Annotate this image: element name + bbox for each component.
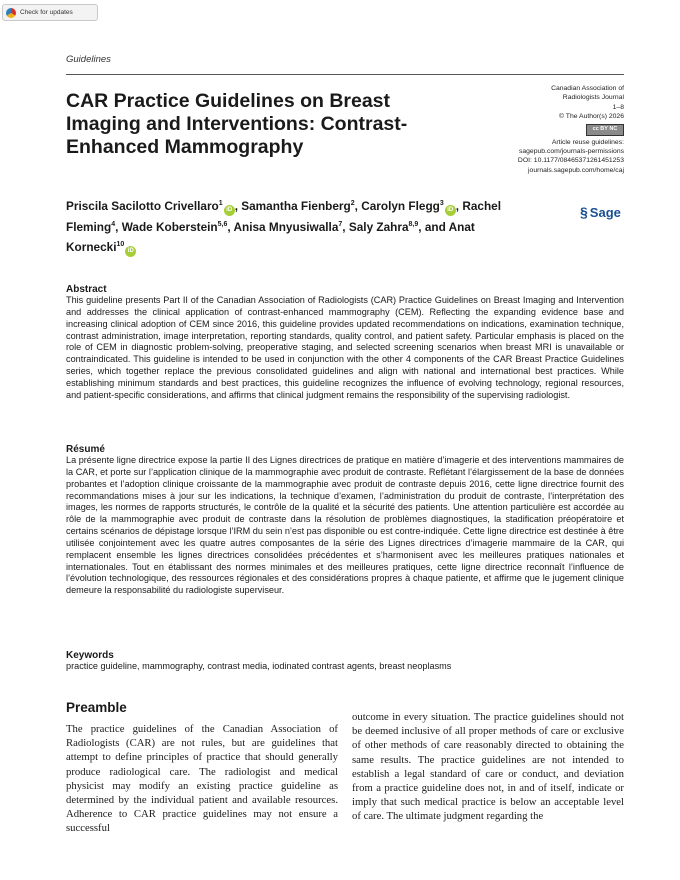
creative-commons-license-icon[interactable]: cc BY NC — [586, 124, 624, 136]
author-affiliation: 2 — [350, 200, 355, 207]
section-label: Guidelines — [66, 54, 111, 65]
author-separator: , — [455, 198, 463, 213]
author-name: Carolyn Flegg — [361, 198, 440, 213]
check-for-updates-badge[interactable] — [2, 4, 98, 21]
crossmark-icon — [6, 8, 16, 18]
author-affiliation: 4 — [111, 220, 116, 228]
header-rule — [66, 74, 624, 75]
page-range: 1–8 — [612, 103, 624, 111]
author-affiliation: 8,9 — [408, 220, 419, 228]
preamble-heading: Preamble — [66, 700, 127, 715]
resume-section — [66, 444, 624, 597]
abstract-section — [66, 284, 624, 402]
journal-name-line2: Radiologists Journal — [562, 94, 624, 102]
orcid-icon[interactable]: iD — [224, 205, 235, 216]
reuse-link[interactable]: sagepub.com/journals-permissions — [518, 148, 624, 156]
publisher-name: Sage — [589, 204, 621, 220]
orcid-icon[interactable]: iD — [125, 246, 136, 257]
doi[interactable]: DOI: 10.1177/08465371261451253 — [517, 157, 624, 165]
preamble-right-column: outcome in every situation. The practice guidelines should not be deemed inclusive of all proper methods of care or exclusive of other methods of care reasonably directed to obtaining the same results. The practice guidelines are not intended to establish a legal standard of care or conduct, and deviation from a practice guideline does not, in and of itself, indicate or imply that such medical practice is below an acceptable level of care. The ultimate judgment regarding the — [352, 711, 624, 823]
author-affiliation: 3 — [439, 200, 444, 207]
author-name: Wade Koberstein — [121, 219, 218, 234]
resume-text: La présente ligne directrice expose la partie II des Lignes directrices de pratique en matière d’imagerie et des interventions mammaires de la CAR, et porte sur l’application clinique de la mammographie avec produit de contraste. Reflétant l’élargissement de la base de données probantes et l’adoption clinique croissante de la mammographie avec produit de contraste depuis 2016, cette ligne directrice fournit des recommandations mises à jour sur les indications, la technique d’examen, l’administration du produit de contraste, l’interprétation des images, les normes de rapports structurés, le contrôle de la qualité et la sécurité des patients. Une attention particulière est accordée au rôle de la mammographie avec produit de contraste dans la résolution de problèmes diagnostiques, la stadification préopératoire et certains scénarios de dépistage lorsque l’IRM du sein n’est pas disponible ou est contre-indiquée. Cette ligne directrice est destinée à être utilisée conjointement avec les quatre autres composantes de la série des Lignes directrices d’imagerie mammaire de la CAR, qui remplacent ensemble les lignes directrices consolidées précédentes et s’harmonisent avec les meilleures pratiques nationales et internationales. Tout en établissant des normes minimales et des meilleures pratiques, cette ligne directrice reconnaît l’influence de l’évolution technologique, des ressources régionales et des considérations propres à chaque patiente, et affirme que le jugement clinique demeure la responsabilité du radiologiste superviseur. — [66, 455, 624, 596]
article-title: CAR Practice Guidelines on Breast Imaging and Interventions: Contrast-Enhanced Mammography — [66, 90, 408, 158]
check-for-updates-label: Check for updates — [20, 9, 73, 16]
author-affiliation: 5,6 — [217, 220, 228, 228]
author-separator: , — [342, 219, 349, 234]
keywords-heading: Keywords — [66, 650, 114, 661]
author-name: Rachel Fleming — [66, 198, 502, 234]
abstract-heading: Abstract — [66, 284, 107, 295]
journal-info — [470, 84, 624, 175]
journal-name-line1: Canadian Association of — [551, 85, 624, 92]
author-name: Saly Zahra — [348, 219, 409, 234]
copyright: © The Author(s) 2026 — [559, 113, 624, 121]
author-name: Samantha Fienberg — [241, 198, 351, 213]
keywords-section — [66, 650, 624, 673]
abstract-text: This guideline presents Part II of the Canadian Association of Radiologists (CAR) Practice Guidelines on Breast Imaging and Intervention and addresses the clinical application of contrast-enhanced mammography (CEM). Reflecting the expanding evidence base and increasing clinical adoption of CEM since 2016, this guideline provides updated recommendations on indications, examination technique, contrast administration, image interpretation, reporting standards, quality control, and patient safety. Particular emphasis is placed on the role of CEM in diagnostic problem-solving, preoperative staging, and selected screening scenarios when breast MRI is unavailable or contraindicated. This guideline is intended to be used in conjunction with the other 4 components of the CAR Breast Practice Guidelines series, which together replace the previous consolidated guidelines and align with national and international best practices. While establishing minimum standards and best practices, this guideline recognizes the influence of evolving technology, regional resources, and patient-specific considerations, and affirms that clinical judgment remains the responsibility of the supervising radiologist. — [66, 295, 624, 400]
author-separator: , — [227, 219, 234, 234]
journal-url[interactable]: journals.sagepub.com/home/caj — [528, 166, 624, 174]
author-name: Anisa Mnyusiwalla — [233, 219, 339, 234]
author-affiliation: 10 — [116, 241, 125, 249]
author-affiliation: 1 — [218, 200, 223, 207]
sage-logo[interactable] — [580, 204, 621, 220]
author-separator: , — [418, 219, 425, 234]
keywords-text: practice guideline, mammography, contrast media, iodinated contrast agents, breast neoplasms — [66, 661, 452, 671]
author-name: and Anat Kornecki — [66, 219, 475, 255]
sage-s-icon: § — [580, 204, 588, 220]
reuse-label: Article reuse guidelines: — [551, 138, 624, 146]
resume-heading: Résumé — [66, 444, 105, 455]
author-affiliation: 7 — [338, 220, 343, 228]
author-separator: , — [354, 198, 362, 213]
preamble-left-column: The practice guidelines of the Canadian Association of Radiologists (CAR) are not rules, but are guidelines that attempt to define principles of practice that should generally produce radiological care. The radiologist and medical physicist may modify an existing practice guideline as determined by the individual patient and available resources. Adherence to CAR practice guidelines may not ensure a successful — [66, 723, 338, 835]
author-separator: , — [234, 198, 242, 213]
author-separator: , — [115, 219, 122, 234]
author-name: Priscila Sacilotto Crivellaro — [66, 198, 219, 213]
author-list — [66, 195, 536, 257]
orcid-icon[interactable]: iD — [445, 205, 456, 216]
